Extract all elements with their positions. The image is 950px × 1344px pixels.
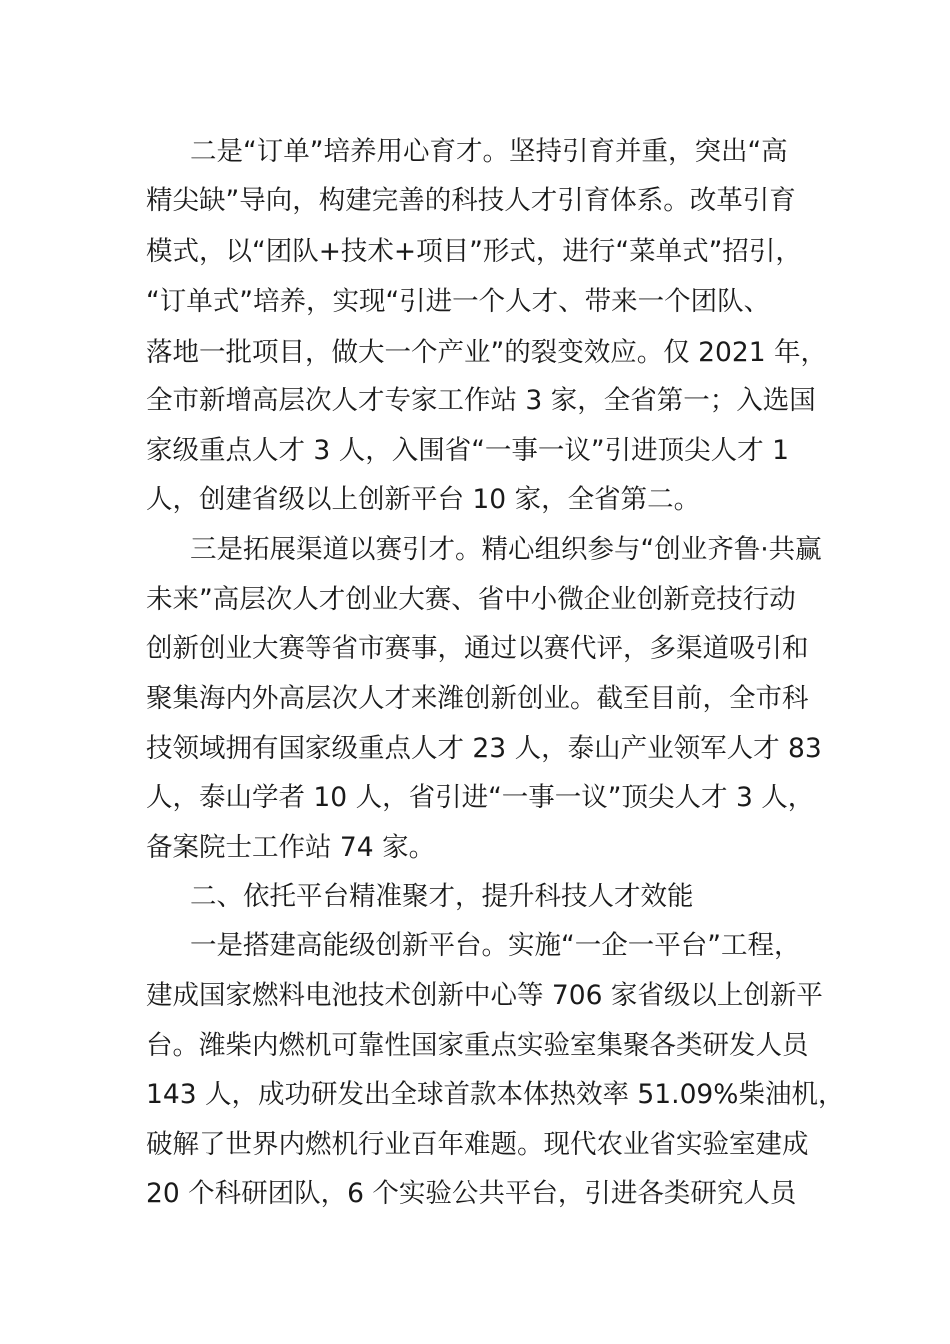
text-line-2: 精尖缺”导向，构建完善的科技人才引育体系。改革引育: [146, 185, 796, 216]
text-line-22: 20 个科研团队，6 个实验公共平台，引进各类研究人员: [146, 1178, 797, 1209]
text-line-8: 人，创建省级以上创新平台 10 家，全省第二。: [146, 484, 701, 515]
text-line-19: 台。潍柴内燃机可靠性国家重点实验室集聚各类研发人员: [146, 1030, 809, 1061]
text-line-7: 家级重点人才 3 人，入围省“一事一议”引进顶尖人才 1: [146, 435, 789, 466]
text-line-10: 未来”高层次人才创业大赛、省中小微企业创新竞技行动: [146, 584, 796, 615]
text-line-4: “订单式”培养，实现“引进一个人才、带来一个团队、: [146, 286, 771, 317]
text-line-9: 三是拓展渠道以赛引才。精心组织参与“创业齐鲁·共赢: [190, 534, 822, 565]
text-line-17: 一是搭建高能级创新平台。实施“一企一平台”工程，: [190, 930, 801, 961]
text-line-20: 143 人，成功研发出全球首款本体热效率 51.09%柴油机，: [146, 1079, 845, 1110]
text-line-1: 二是“订单”培养用心育才。坚持引育并重，突出“高: [190, 136, 788, 167]
text-line-11: 创新创业大赛等省市赛事，通过以赛代评，多渠道吸引和: [146, 633, 809, 664]
text-line-15: 备案院士工作站 74 家。: [146, 832, 436, 863]
text-line-5: 落地一批项目，做大一个产业”的裂变效应。仅 2021 年，: [146, 337, 828, 368]
text-line-6: 全市新增高层次人才专家工作站 3 家，全省第一；入选国: [146, 385, 816, 416]
section-heading: 二、依托平台精准聚才，提升科技人才效能: [190, 881, 694, 912]
text-line-12: 聚集海内外高层次人才来潍创新创业。截至目前，全市科: [146, 683, 809, 714]
text-line-18: 建成国家燃料电池技术创新中心等 706 家省级以上创新平: [146, 980, 823, 1011]
text-line-13: 技领域拥有国家级重点人才 23 人，泰山产业领军人才 83: [146, 733, 822, 764]
text-line-14: 人，泰山学者 10 人，省引进“一事一议”顶尖人才 3 人，: [146, 782, 815, 813]
text-line-3: 模式，以“团队+技术+项目”形式，进行“菜单式”招引，: [146, 236, 802, 267]
text-line-21: 破解了世界内燃机行业百年难题。现代农业省实验室建成: [146, 1129, 809, 1160]
